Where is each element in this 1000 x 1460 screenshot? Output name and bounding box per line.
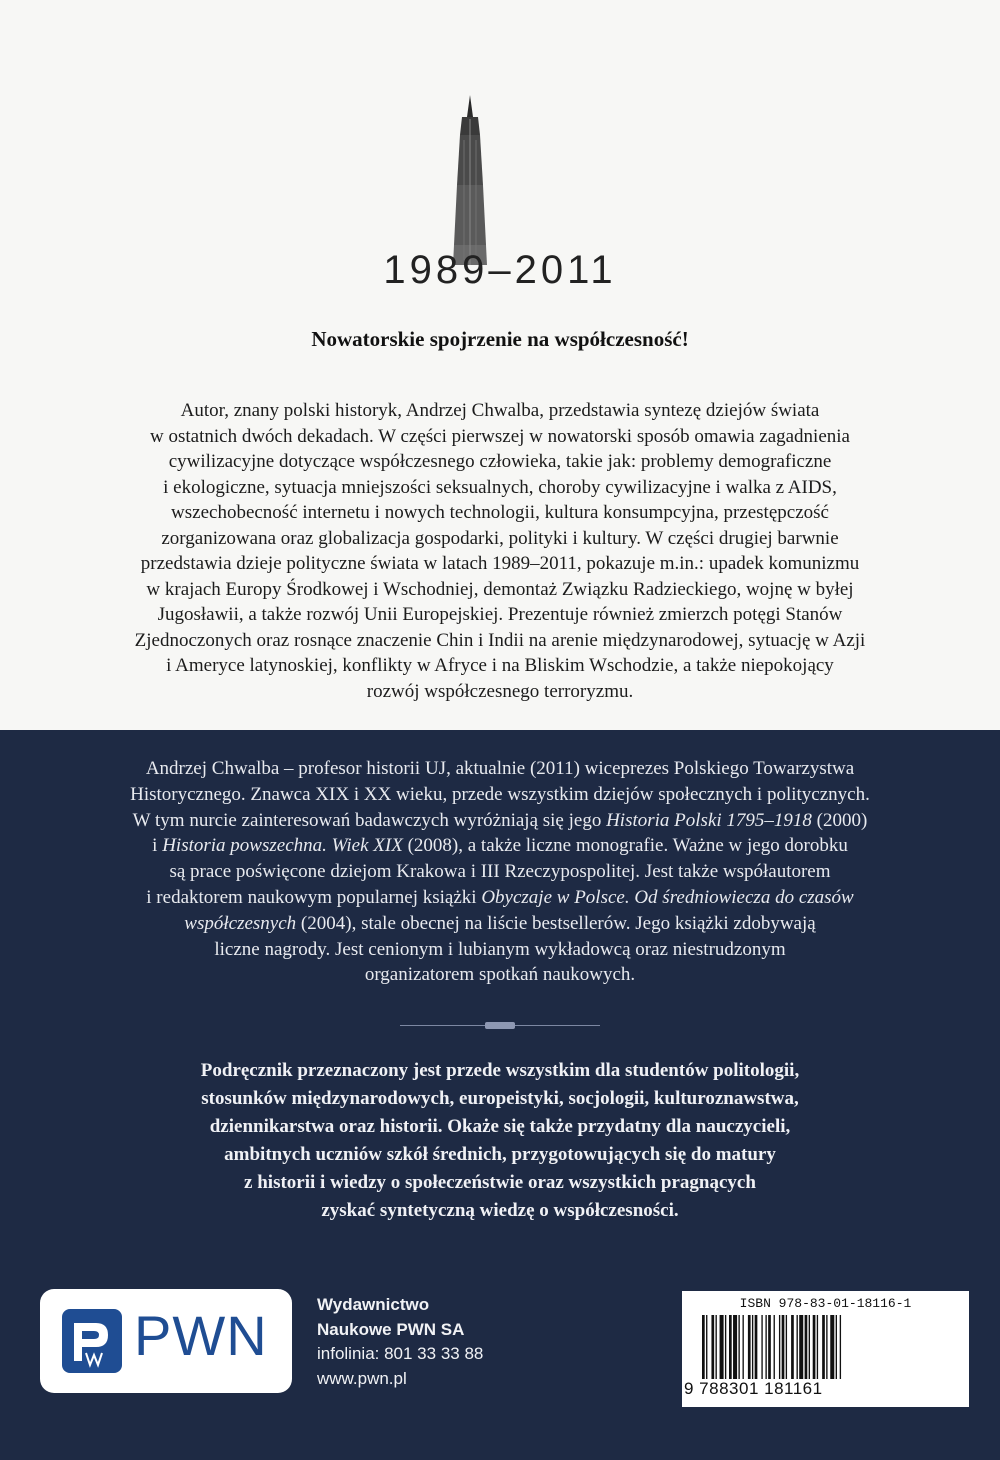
barcode-bars (702, 1315, 958, 1385)
book-title-italic: Historia Polski 1795–1918 (606, 809, 812, 831)
bio-line (60, 911, 940, 937)
isbn-barcode (682, 1291, 969, 1407)
description-line: Zjednoczonych oraz rosnące znaczenie Chin i Indii na arenie międzynarodowej, sytuację w Azji (134, 629, 866, 651)
bio-line (60, 756, 940, 782)
publisher-info (317, 1293, 483, 1391)
book-title-italic: Historia powszechna. Wiek XIX (162, 835, 403, 857)
barcode-digits: 9 788301 181161 (684, 1379, 823, 1398)
audience-line: Podręcznik przeznaczony jest przede wszystkim dla studentów politologii, (200, 1060, 800, 1081)
tagline: Nowatorskie spojrzenie na współczesność! (311, 327, 689, 351)
description-line: wszechobecność internetu i nowych technologii, kultura konsumpcyjna, przestępczość (171, 502, 829, 523)
audience-line: dziennikarstwa oraz historii. Okaże się także przydatny dla nauczycieli, (209, 1116, 791, 1137)
description-line: Autor, znany polski historyk, Andrzej Chwalba, przedstawia syntezę dziejów świata (180, 400, 820, 421)
skyscraper-icon (440, 95, 500, 265)
bio-text: Historycznego. Znawca XIX i XX wieku, przede wszystkim dziejów społecznych i politycznych. (130, 783, 870, 805)
isbn-label: ISBN 978-83-01-18116-1 (739, 1296, 912, 1311)
logo-wordmark: PWN (134, 1304, 268, 1367)
description-line: przedstawia dzieje polityczne świata w latach 1989–2011, pokazuje m.in.: upadek komunizmu (140, 553, 860, 574)
bio-text: (2000) (811, 809, 868, 831)
divider-ornament (485, 1022, 515, 1029)
description-line: w krajach Europy Środkowej i Wschodniej, demontaż Związku Radzieckiego, wojnę w byłej (146, 578, 854, 600)
book-title-italic: Obyczaje w Polsce. Od średniowiecza do czasów (481, 886, 854, 908)
description-line: i ekologiczne, sytuacja mniejszości seksualnych, choroby cywilizacyjne i walka z AIDS, (163, 476, 837, 498)
audience-line: zyskać syntetyczną wiedzę o współczesności. (321, 1200, 679, 1221)
author-bio (60, 756, 940, 988)
target-audience (60, 1057, 940, 1225)
description-line: cywilizacyjne dotyczące współczesnego człowieka, takie jak: problemy demograficzne (168, 451, 832, 472)
bio-text: i redaktorem naukowym popularnej książki (146, 886, 482, 908)
publisher-name-line2: Naukowe PWN SA (317, 1319, 465, 1339)
bio-line (60, 808, 940, 834)
bio-line (60, 782, 940, 808)
bio-line (60, 962, 940, 988)
bio-text: (2008), a także liczne monografie. Ważne w jego dorobku (402, 835, 848, 857)
bio-line (60, 885, 940, 911)
description-line: zorganizowana oraz globalizacja gospodarki, polityki i kultury. W części drugiej barwnie (161, 527, 839, 549)
description-line: i Ameryce latynoskiej, konflikty w Afryce i na Bliskim Wschodzie, a także niepokojący (166, 655, 834, 676)
description-line: w ostatnich dwóch dekadach. W części pierwszej w nowatorski sposób omawia zagadnienia (150, 425, 850, 447)
bio-text: są prace poświęcone dziejom Krakowa i III Rzeczypospolitej. Jest także współautorem (169, 861, 831, 883)
bio-line (60, 833, 940, 859)
bio-text: organizatorem spotkań naukowych. (364, 964, 636, 986)
publisher-website: www.pwn.pl (317, 1368, 407, 1388)
audience-line: ambitnych uczniów szkół średnich, przygotowujących się do matury (224, 1144, 776, 1165)
publisher-phone: infolinia: 801 33 33 88 (317, 1344, 484, 1363)
year-range-title: 1989–2011 (383, 248, 617, 292)
bio-line (60, 859, 940, 885)
description-line: Jugosławii, a także rozwój Unii Europejskiej. Prezentuje również zmierzch potęgi Stanów (157, 604, 843, 625)
bio-text: (2004), stale obecnej na liście bestsellerów. Jego książki zdobywają (296, 912, 816, 934)
book-title-italic: współczesnych (184, 912, 297, 934)
section-divider (400, 1021, 600, 1031)
bio-line (60, 937, 940, 963)
audience-line: z historii i wiedzy o społeczeństwie oraz wszystkich pragnących (244, 1172, 756, 1193)
pwn-emblem-icon (62, 1309, 122, 1373)
audience-line: stosunków międzynarodowych, europeistyki, socjologii, kulturoznawstwa, (201, 1088, 799, 1109)
bio-text: W tym nurcie zainteresowań badawczych wyróżniają się jego (132, 809, 607, 831)
description-line: rozwój współczesnego terroryzmu. (366, 680, 634, 702)
bio-text: liczne nagrody. Jest cenionym i lubianym wykładowcą oraz niestrudzonym (214, 938, 786, 960)
bio-text: i (152, 835, 163, 857)
bio-text: Andrzej Chwalba – profesor historii UJ, aktualnie (2011) wiceprezes Polskiego Towarzystwa (145, 758, 855, 779)
publisher-name-line1: Wydawnictwo (317, 1295, 430, 1314)
book-description (70, 398, 930, 704)
pwn-logo (40, 1289, 292, 1393)
